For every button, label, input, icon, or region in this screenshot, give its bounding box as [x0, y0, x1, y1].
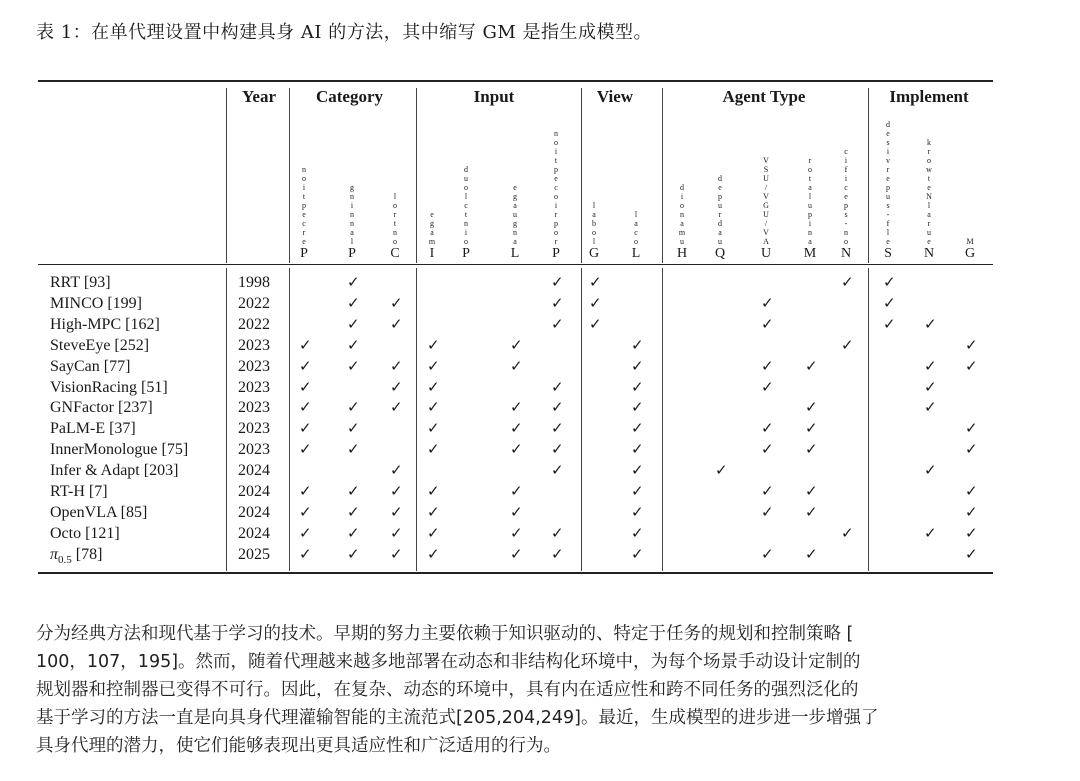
check-mark: ✓ — [551, 398, 564, 417]
check-mark: ✓ — [510, 398, 523, 417]
body-paragraph — [36, 620, 996, 760]
check-mark: ✓ — [924, 461, 937, 480]
method-name: VisionRacing [51] — [50, 378, 168, 396]
check-mark: ✓ — [805, 544, 818, 563]
header-column-separator — [416, 88, 417, 263]
bottom-rule — [38, 572, 993, 574]
body-column-separator — [416, 268, 417, 571]
year-header: Year — [242, 87, 276, 106]
check-mark: ✓ — [965, 356, 978, 375]
subheader: d i o n a m u H — [676, 183, 688, 261]
check-mark: ✓ — [631, 398, 644, 417]
check-mark: ✓ — [299, 523, 312, 542]
check-mark: ✓ — [805, 502, 818, 521]
check-mark: ✓ — [761, 440, 774, 459]
check-mark: ✓ — [299, 502, 312, 521]
check-mark: ✓ — [551, 293, 564, 312]
method-name: SteveEye [252] — [50, 336, 150, 354]
method-year: 2024 — [238, 483, 270, 500]
method-year: 2024 — [238, 524, 270, 542]
check-mark: ✓ — [390, 502, 403, 521]
method-year: 2022 — [238, 315, 270, 333]
check-mark: ✓ — [805, 482, 818, 500]
check-mark: ✓ — [427, 544, 440, 563]
check-mark: ✓ — [631, 544, 644, 563]
check-mark: ✓ — [965, 482, 978, 500]
check-mark: ✓ — [631, 335, 644, 354]
check-mark: ✓ — [761, 377, 774, 396]
check-mark: ✓ — [761, 314, 774, 333]
group-header-category: Category — [315, 87, 384, 106]
check-mark: ✓ — [924, 356, 937, 375]
check-mark: ✓ — [299, 377, 312, 396]
check-mark: ✓ — [347, 482, 360, 500]
check-mark: ✓ — [805, 398, 818, 417]
check-mark: ✓ — [347, 273, 360, 291]
check-mark: ✓ — [841, 523, 854, 542]
check-mark: ✓ — [347, 335, 360, 354]
check-mark: ✓ — [631, 461, 644, 480]
check-mark: ✓ — [551, 377, 564, 396]
method-year: 2023 — [238, 378, 270, 396]
body-column-separator — [581, 268, 582, 571]
check-mark: ✓ — [805, 419, 818, 438]
check-mark: ✓ — [589, 273, 602, 291]
method-name: RRT [93] — [50, 274, 111, 291]
subheader: l a b o l G — [588, 201, 600, 261]
method-name: MINCO [199] — [50, 294, 142, 312]
subheader: c i f i c e p s - n o N — [840, 147, 852, 261]
check-mark: ✓ — [761, 482, 774, 500]
subheader: l a c o L — [631, 210, 641, 261]
method-year: 2023 — [238, 399, 270, 417]
check-mark: ✓ — [510, 356, 523, 375]
group-header-view: View — [596, 87, 634, 106]
check-mark: ✓ — [805, 440, 818, 459]
check-mark: ✓ — [805, 356, 818, 375]
check-mark: ✓ — [965, 335, 978, 354]
method-name: Infer & Adapt [203] — [50, 462, 179, 480]
check-mark: ✓ — [427, 398, 440, 417]
check-mark: ✓ — [924, 523, 937, 542]
subheader: d e s i v r e p u s - f l e S — [884, 120, 892, 261]
subheader: n o i t p e c r e P — [300, 165, 308, 261]
check-mark: ✓ — [965, 523, 978, 542]
check-mark: ✓ — [761, 544, 774, 563]
check-mark: ✓ — [390, 356, 403, 375]
check-mark: ✓ — [551, 440, 564, 459]
check-mark: ✓ — [299, 335, 312, 354]
subheader: M G — [964, 237, 976, 261]
check-mark: ✓ — [427, 440, 440, 459]
table-caption: 表 1：在单代理设置中构建具身 AI 的方法，其中缩写 GM 是指生成模型。 — [36, 22, 652, 43]
check-mark: ✓ — [510, 482, 523, 500]
method-year: 2023 — [238, 420, 270, 438]
check-mark: ✓ — [551, 461, 564, 480]
check-mark: ✓ — [965, 544, 978, 563]
check-mark: ✓ — [631, 482, 644, 500]
check-mark: ✓ — [965, 502, 978, 521]
method-year: 2024 — [238, 462, 270, 480]
subheader: l o r t n o C — [390, 192, 400, 261]
check-mark: ✓ — [551, 273, 564, 291]
method-year: 2025 — [238, 545, 270, 563]
check-mark: ✓ — [390, 314, 403, 333]
method-name: High-MPC [162] — [50, 315, 160, 333]
check-mark: ✓ — [427, 523, 440, 542]
group-header-agent-type: Agent Type — [722, 87, 806, 106]
method-year: 2023 — [238, 336, 270, 354]
check-mark: ✓ — [510, 502, 523, 521]
check-mark: ✓ — [427, 377, 440, 396]
check-mark: ✓ — [347, 523, 360, 542]
check-mark: ✓ — [347, 419, 360, 438]
check-mark: ✓ — [631, 356, 644, 375]
check-mark: ✓ — [427, 502, 440, 521]
method-name: $\pi_{0.5}$ [78] — [50, 545, 103, 566]
header-column-separator — [662, 88, 663, 263]
check-mark: ✓ — [924, 398, 937, 417]
subheader: d e p u r d a u Q — [714, 174, 726, 261]
check-mark: ✓ — [631, 523, 644, 542]
check-mark: ✓ — [347, 398, 360, 417]
header-column-separator — [868, 88, 869, 263]
check-mark: ✓ — [551, 419, 564, 438]
paragraph-line: 分为经典方法和现代基于学习的技术。早期的努力主要依赖于知识驱动的、特定于任务的规划和控制策略 [ — [36, 624, 854, 644]
paragraph-line: 具身代理的潜力，使它们能够表现出更具适应性和广泛适用的行为。 — [36, 736, 561, 756]
check-mark: ✓ — [299, 356, 312, 375]
check-mark: ✓ — [883, 314, 896, 333]
check-mark: ✓ — [924, 377, 937, 396]
body-column-separator — [289, 268, 290, 571]
body-column-separator — [662, 268, 663, 571]
check-mark: ✓ — [390, 544, 403, 563]
method-name: InnerMonologue [75] — [50, 441, 189, 459]
check-mark: ✓ — [299, 482, 312, 500]
header-rule — [38, 264, 993, 265]
check-mark: ✓ — [427, 419, 440, 438]
check-mark: ✓ — [924, 314, 937, 333]
paragraph-line: 基于学习的方法一直是向具身代理灌输智能的主流范式[205,204,249]。最近，生成模型的进步进一步增强了 — [36, 708, 879, 728]
paragraph-line: 100，107，195]。然而，随着代理越来越多地部署在动态和非结构化环境中，为每个场景手动设计定制的 — [36, 652, 861, 672]
check-mark: ✓ — [510, 419, 523, 438]
group-header-input: Input — [473, 87, 515, 106]
check-mark: ✓ — [841, 335, 854, 354]
check-mark: ✓ — [347, 440, 360, 459]
check-mark: ✓ — [390, 398, 403, 417]
check-mark: ✓ — [965, 440, 978, 459]
method-name: GNFactor [237] — [50, 399, 153, 417]
method-year: 2024 — [238, 503, 270, 521]
check-mark: ✓ — [390, 377, 403, 396]
check-mark: ✓ — [510, 523, 523, 542]
check-mark: ✓ — [631, 419, 644, 438]
check-mark: ✓ — [347, 314, 360, 333]
check-mark: ✓ — [390, 293, 403, 312]
method-name: RT-H [7] — [50, 483, 108, 500]
check-mark: ✓ — [551, 314, 564, 333]
method-year: 2023 — [238, 441, 270, 459]
subheader: n o i t p e c o i r p o r P — [552, 129, 560, 261]
method-year: 2022 — [238, 294, 270, 312]
check-mark: ✓ — [390, 523, 403, 542]
check-mark: ✓ — [390, 461, 403, 480]
check-mark: ✓ — [551, 544, 564, 563]
method-year: 1998 — [238, 274, 270, 291]
check-mark: ✓ — [631, 440, 644, 459]
check-mark: ✓ — [299, 440, 312, 459]
check-mark: ✓ — [427, 335, 440, 354]
check-mark: ✓ — [347, 356, 360, 375]
check-mark: ✓ — [347, 293, 360, 312]
method-name: SayCan [77] — [50, 357, 131, 375]
subheader: V S U / V G U / V A U — [760, 156, 772, 261]
check-mark: ✓ — [347, 502, 360, 521]
header-column-separator — [289, 88, 290, 263]
check-mark: ✓ — [390, 482, 403, 500]
subheader: d u o l c t n i o P — [462, 165, 470, 261]
check-mark: ✓ — [965, 419, 978, 438]
check-mark: ✓ — [761, 293, 774, 312]
header-column-separator — [581, 88, 582, 263]
subheader: g n i n n a l P — [348, 183, 356, 261]
check-mark: ✓ — [883, 293, 896, 312]
check-mark: ✓ — [761, 502, 774, 521]
check-mark: ✓ — [299, 398, 312, 417]
check-mark: ✓ — [883, 273, 896, 291]
body-column-separator — [226, 268, 227, 571]
header-column-separator — [226, 88, 227, 263]
check-mark: ✓ — [631, 502, 644, 521]
check-mark: ✓ — [841, 273, 854, 291]
method-name: PaLM-E [37] — [50, 420, 136, 438]
check-mark: ✓ — [427, 356, 440, 375]
check-mark: ✓ — [631, 377, 644, 396]
check-mark: ✓ — [715, 461, 728, 480]
subheader: r o t a l u p i n a M — [803, 156, 817, 261]
check-mark: ✓ — [761, 419, 774, 438]
method-name: Octo [121] — [50, 524, 120, 542]
check-mark: ✓ — [510, 440, 523, 459]
check-mark: ✓ — [427, 482, 440, 500]
check-mark: ✓ — [347, 544, 360, 563]
subheader: k r o w t e N l a r u e N — [923, 138, 935, 261]
group-header-implement: Implement — [889, 87, 969, 106]
check-mark: ✓ — [589, 314, 602, 333]
subheader: e g a u g n a L — [510, 183, 520, 261]
check-mark: ✓ — [761, 356, 774, 375]
method-name: OpenVLA [85] — [50, 503, 148, 521]
method-year: 2023 — [238, 357, 270, 375]
subheader: e g a m I — [428, 210, 436, 261]
top-rule — [38, 80, 993, 82]
check-mark: ✓ — [510, 335, 523, 354]
check-mark: ✓ — [510, 544, 523, 563]
check-mark: ✓ — [299, 544, 312, 563]
check-mark: ✓ — [551, 523, 564, 542]
paragraph-line: 规划器和控制器已变得不可行。因此，在复杂、动态的环境中，具有内在适应性和跨不同任务的强烈泛化的 — [36, 680, 859, 700]
check-mark: ✓ — [589, 293, 602, 312]
check-mark: ✓ — [299, 419, 312, 438]
body-column-separator — [868, 268, 869, 571]
